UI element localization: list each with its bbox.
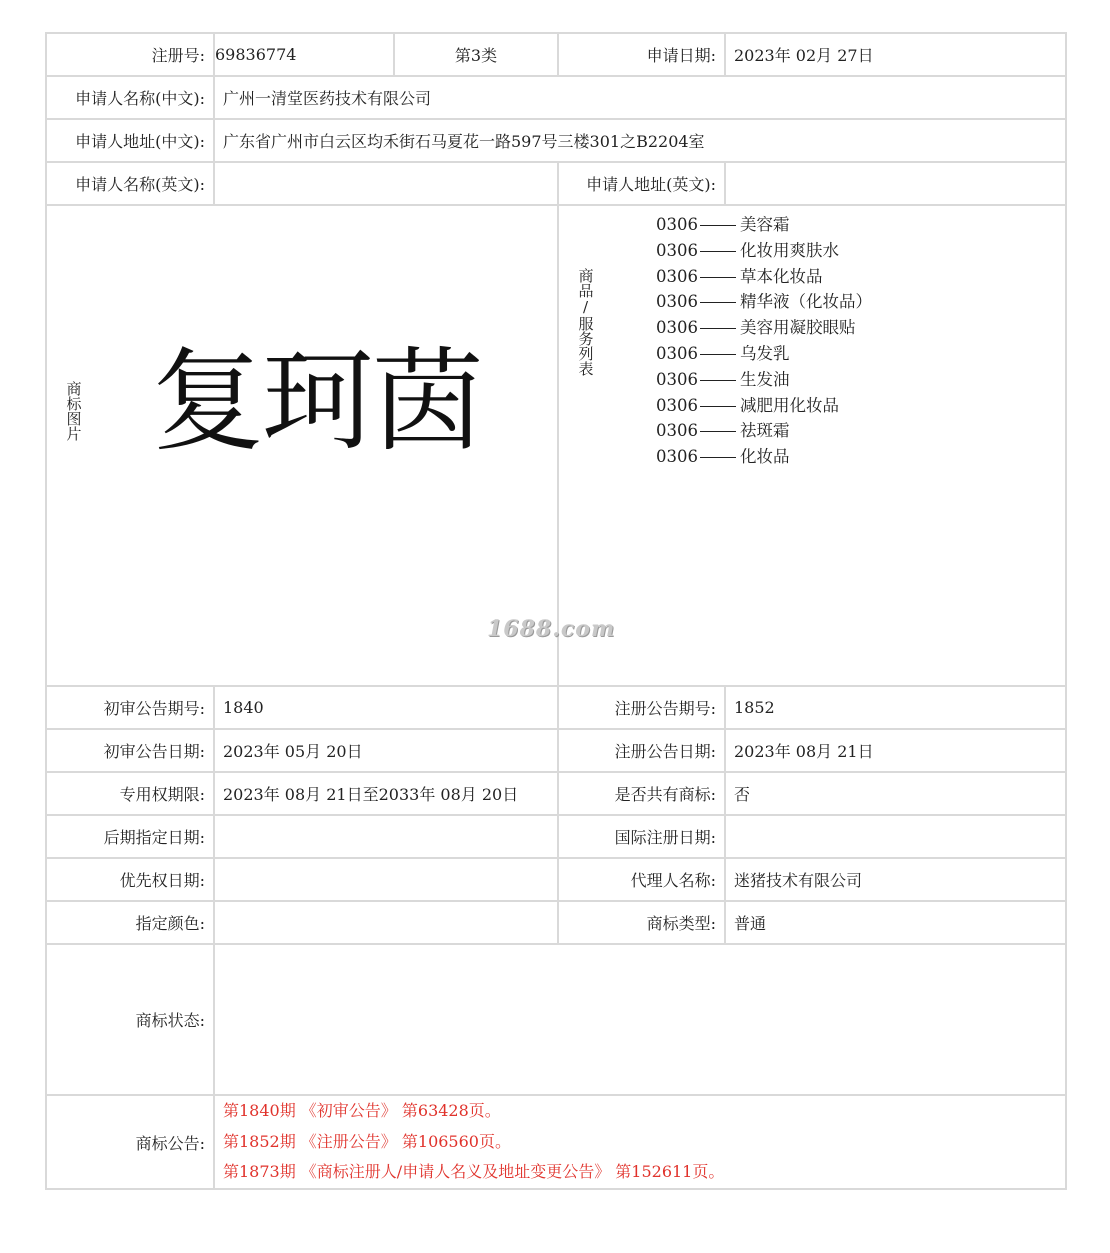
reg-date-label: 注册公告日期:: [558, 729, 725, 772]
goods-item: [656, 315, 872, 341]
goods-code: 0306: [656, 240, 698, 260]
dash-line: [700, 225, 736, 226]
term-value: 2023年 08月 21日至2033年 08月 20日: [214, 772, 558, 815]
trademark-table: [45, 32, 1067, 1190]
prelim-date-value: 2023年 05月 20日: [214, 729, 558, 772]
apply-date-value: 2023年 02月 27日: [725, 33, 1066, 76]
announcements-list: [214, 1095, 1066, 1189]
class-value: 第3类: [394, 33, 558, 76]
intl-date-value: [725, 815, 1066, 858]
row-status: [46, 944, 1066, 1095]
goods-code: 0306: [656, 421, 698, 441]
term-label: 专用权期限:: [46, 772, 214, 815]
apply-date-label: 申请日期:: [558, 33, 725, 76]
prelim-issue-value: 1840: [214, 686, 558, 729]
goods-item: [656, 264, 872, 290]
trademark-info-sheet: [45, 32, 1065, 1190]
row-priority: [46, 858, 1066, 901]
dash-line: [700, 354, 736, 355]
color-value: [214, 901, 558, 944]
type-value: 普通: [725, 901, 1066, 944]
dash-line: [700, 251, 736, 252]
later-date-label: 后期指定日期:: [46, 815, 214, 858]
dash-line: [700, 457, 736, 458]
goods-name: 草本化妆品: [740, 266, 823, 286]
goods-item: [656, 289, 872, 315]
goods-code: 0306: [656, 292, 698, 312]
row-announcement-date: [46, 729, 1066, 772]
status-value: [214, 944, 1066, 1095]
reg-no-label: 注册号:: [46, 33, 214, 76]
shared-label: 是否共有商标:: [558, 772, 725, 815]
applicant-address-en-label: 申请人地址(英文):: [558, 162, 725, 205]
goods-name: 减肥用化妆品: [740, 395, 839, 415]
goods-code: 0306: [656, 395, 698, 415]
dash-line: [700, 380, 736, 381]
applicant-address-en-value: [725, 162, 1066, 205]
row-announcements: [46, 1095, 1066, 1189]
trademark-wordmark: 复珂茵: [152, 337, 482, 467]
reg-no-value: 69836774: [214, 33, 394, 76]
row-applicant-name-cn: [46, 76, 1066, 119]
goods-item: [656, 238, 872, 264]
applicant-address-cn-value: 广东省广州市白云区均禾街石马夏花一路597号三楼301之B2204室: [214, 119, 1066, 162]
applicant-name-en-value: [214, 162, 558, 205]
announcement-item: 第1873期 《商标注册人/申请人名义及地址变更公告》 第152611页。: [223, 1162, 725, 1182]
goods-item: [656, 418, 872, 444]
watermark-1688: 1688.com: [487, 616, 616, 642]
goods-name: 美容霜: [740, 215, 790, 234]
goods-item: [656, 341, 872, 367]
goods-name: 乌发乳: [740, 343, 790, 363]
goods-code: 0306: [656, 215, 698, 234]
row-registration: [46, 33, 1066, 76]
announcement-item: 第1840期 《初审公告》 第63428页。: [223, 1101, 501, 1121]
prelim-issue-label: 初审公告期号:: [46, 686, 214, 729]
goods-item: [656, 444, 872, 470]
color-label: 指定颜色:: [46, 901, 214, 944]
row-announcement-issue: [46, 686, 1066, 729]
goods-item: [656, 393, 872, 419]
row-term: [46, 772, 1066, 815]
dash-line: [700, 406, 736, 407]
row-later-date: [46, 815, 1066, 858]
goods-item: [656, 367, 872, 393]
goods-services-cell: [558, 205, 1066, 686]
status-label: 商标状态:: [46, 944, 214, 1095]
type-label: 商标类型:: [558, 901, 725, 944]
goods-name: 生发油: [740, 369, 790, 389]
applicant-name-en-label: 申请人名称(英文):: [46, 162, 214, 205]
goods-name: 精华液（化妆品）: [740, 292, 872, 312]
reg-date-value: 2023年 08月 21日: [725, 729, 1066, 772]
goods-code: 0306: [656, 318, 698, 338]
mark-image-cell: [46, 205, 558, 686]
applicant-name-cn-label: 申请人名称(中文):: [46, 76, 214, 119]
goods-code: 0306: [656, 447, 698, 467]
goods-item: [656, 212, 872, 238]
announcements-label: 商标公告:: [46, 1095, 214, 1189]
goods-name: 祛斑霜: [740, 421, 790, 441]
goods-services-list: [656, 212, 872, 470]
goods-code: 0306: [656, 369, 698, 389]
intl-date-label: 国际注册日期:: [558, 815, 725, 858]
row-applicant-english: [46, 162, 1066, 205]
agent-value: 迷猪技术有限公司: [725, 858, 1066, 901]
goods-name: 化妆品: [740, 447, 790, 467]
reg-issue-value: 1852: [725, 686, 1066, 729]
goods-services-label: 商品/服务列表: [576, 268, 595, 376]
priority-label: 优先权日期:: [46, 858, 214, 901]
agent-label: 代理人名称:: [558, 858, 725, 901]
announcement-item: 第1852期 《注册公告》 第106560页。: [223, 1131, 511, 1151]
prelim-date-label: 初审公告日期:: [46, 729, 214, 772]
row-applicant-address-cn: [46, 119, 1066, 162]
applicant-name-cn-value: 广州一清堂医药技术有限公司: [214, 76, 1066, 119]
goods-name: 化妆用爽肤水: [740, 240, 839, 260]
goods-code: 0306: [656, 343, 698, 363]
dash-line: [700, 328, 736, 329]
later-date-value: [214, 815, 558, 858]
dash-line: [700, 431, 736, 432]
priority-value: [214, 858, 558, 901]
applicant-address-cn-label: 申请人地址(中文):: [46, 119, 214, 162]
goods-code: 0306: [656, 266, 698, 286]
shared-value: 否: [725, 772, 1066, 815]
reg-issue-label: 注册公告期号:: [558, 686, 725, 729]
dash-line: [700, 302, 736, 303]
mark-image-label: 商标图片: [64, 381, 83, 441]
row-color: [46, 901, 1066, 944]
dash-line: [700, 277, 736, 278]
row-mark-and-goods: [46, 205, 1066, 686]
goods-name: 美容用凝胶眼贴: [740, 318, 856, 338]
